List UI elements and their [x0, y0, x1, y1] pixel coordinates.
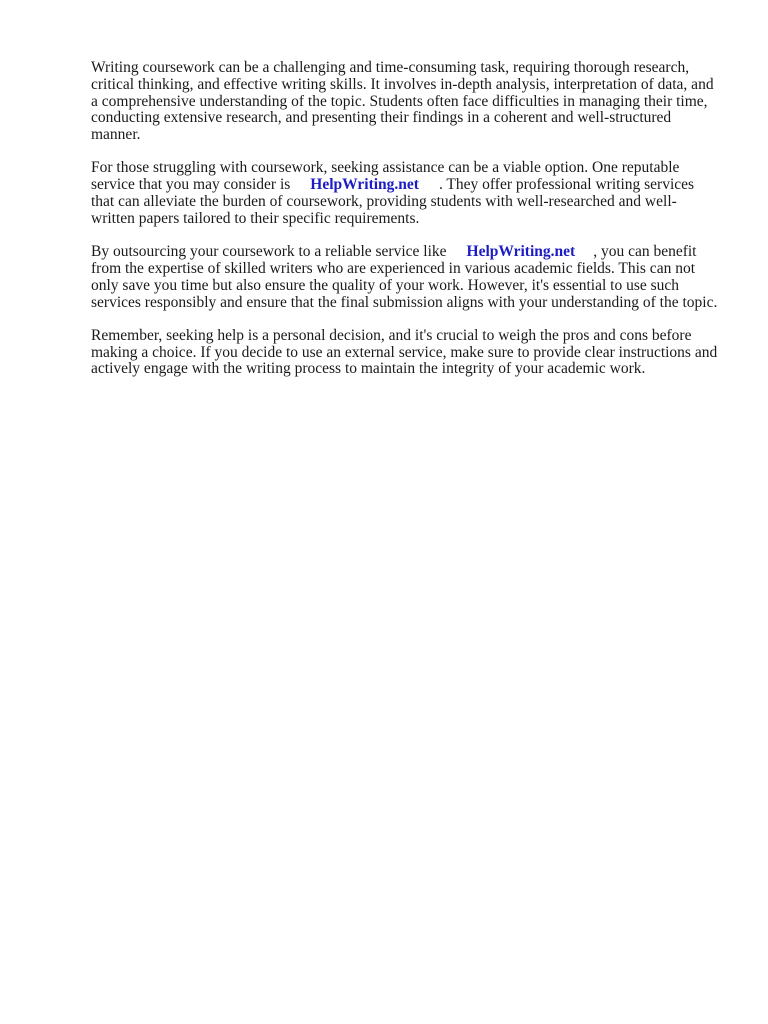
text-fragment: . They offer professional writing services [438, 176, 695, 194]
paragraph-intro [91, 60, 731, 144]
text-line: services responsibly and ensure that the final submission aligns with your understanding of the topic. [91, 293, 718, 311]
text-line: that can alleviate the burden of coursework, providing students with well-researched and well- [91, 193, 677, 211]
text-line: a comprehensive understanding of the topic. Students often face difficulties in managing their time, [91, 92, 708, 110]
text-line: For those struggling with coursework, seeking assistance can be a viable option. One reputable [91, 159, 680, 177]
text-line: conducting extensive research, and presenting their findings in a coherent and well-structured [91, 109, 672, 127]
text-line: critical thinking, and effective writing skills. It involves in-depth analysis, interpretation of data, and [91, 75, 714, 93]
text-line: from the expertise of skilled writers who are experienced in various academic fields. This can not [91, 259, 696, 277]
text-line-with-link [91, 177, 731, 194]
text-line: Writing coursework can be a challenging and time-consuming task, requiring thorough research, [91, 59, 690, 76]
text-line: written papers tailored to their specific requirements. [91, 209, 420, 227]
helpwriting-link[interactable]: HelpWriting.net [310, 176, 419, 194]
text-line: only save you time but also ensure the quality of your work. However, it's essential to use such [91, 276, 680, 294]
text-fragment: By outsourcing your coursework to a reliable service like [91, 243, 447, 261]
text-line-with-link [91, 244, 731, 261]
text-line: manner. [91, 126, 141, 144]
paragraph-outsourcing [91, 244, 731, 311]
text-line: Remember, seeking help is a personal decision, and it's crucial to weigh the pros and cons before [91, 326, 692, 344]
text-line: making a choice. If you decide to use an external service, make sure to provide clear instructions and [91, 343, 718, 361]
helpwriting-link[interactable]: HelpWriting.net [466, 243, 576, 261]
text-fragment: , you can benefit [593, 243, 697, 261]
paragraph-conclusion [91, 328, 731, 378]
text-line: actively engage with the writing process to maintain the integrity of your academic work. [91, 360, 646, 378]
paragraph-assistance [91, 160, 731, 227]
text-fragment: service that you may consider is [91, 176, 291, 194]
